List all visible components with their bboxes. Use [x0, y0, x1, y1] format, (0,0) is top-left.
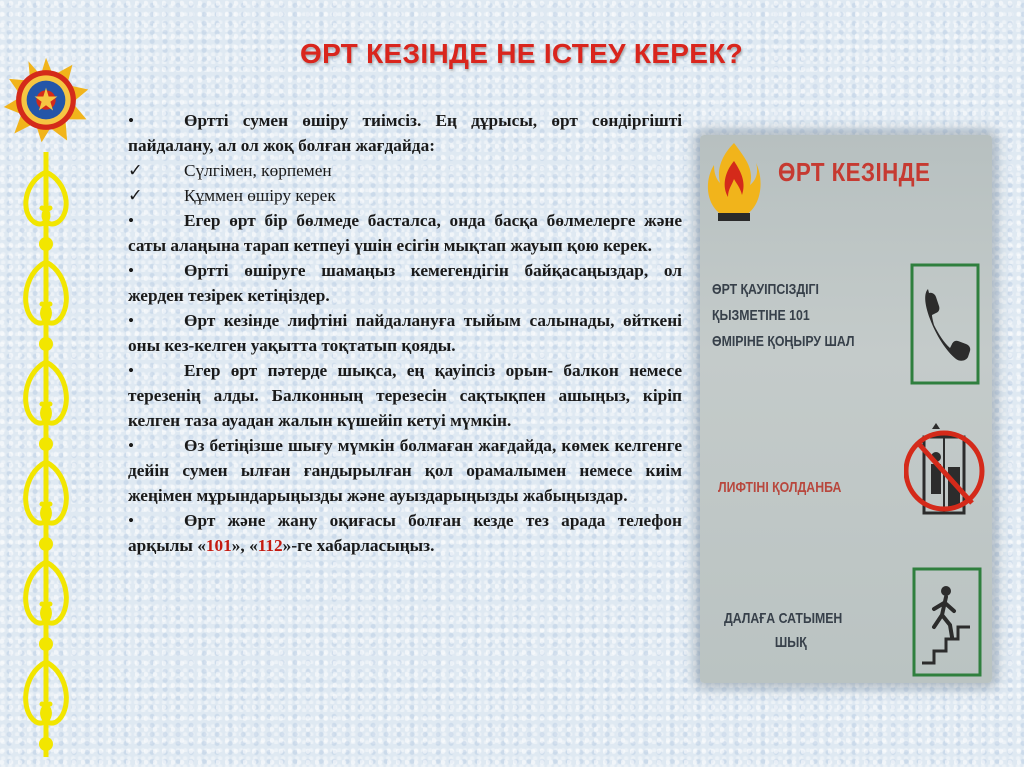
list-item: • Өртті сумен өшіру тиімсіз. Ең дұрысы, өрт сөндіргішті пайдалану, ал ол жоқ болған жағдайда: — [128, 108, 682, 158]
check-icon: ✓ — [128, 186, 143, 205]
list-item: ✓ Сүлгімен, көрпемен — [128, 158, 682, 183]
sign-no-elevator-text: ЛИФТІНІ ҚОЛДАНБА — [718, 479, 842, 496]
list-item: • Өртті өшіруге шамаңыз кемегендігін байқасаңыздар, ол жерден тезірек кетіңіздер. — [128, 258, 682, 308]
check-icon: ✓ — [128, 161, 143, 180]
list-item: • Егер өрт бір бөлмеде басталса, онда басқа бөлмелерге және саты алаңына тарап кетпеуі үшін есігін мықтап жауып қою керек. — [128, 208, 682, 258]
list-item: • Өрт кезінде лифтіні пайдалануға тыйым салынады, өйткені оны кез-келген уақытта тоқтатып қояды. — [128, 308, 682, 358]
emergency-number-112: 112 — [257, 536, 283, 555]
list-item: ✓ Құммен өшіру керек — [128, 183, 682, 208]
phone-icon — [910, 263, 982, 385]
stairs-exit-icon — [912, 567, 982, 677]
no-elevator-icon — [904, 407, 988, 531]
sign-stairs-text: ДАЛАҒА САТЫМЕН ШЫҚ — [724, 610, 843, 651]
list-item: • Өз бетіңізше шығу мүмкін болмаған жағдайда, көмек келгенге дейін сумен ылған ғандырылған қол орамалымен немесе киім жеңімен мұрындарыңызды және ауыздарыңызды жабыңыздар. — [128, 433, 682, 508]
bullet-marker: • — [128, 311, 135, 330]
bullet-marker: • — [128, 436, 135, 455]
content-list — [128, 108, 682, 558]
list-item: • Өрт және жану оқиғасы болған кезде тез арада телефон арқылы «101», «112»-ге хабарласыңыз. — [128, 508, 682, 558]
bullet-marker: • — [128, 111, 135, 130]
emblem-icon — [2, 56, 90, 144]
bullet-marker: • — [128, 211, 135, 230]
sign-fire-service-text: ӨРТ ҚАУІПСІЗДІГІ ҚЫЗМЕТІНЕ 101 ӨМІРІНЕ ҚОҢЫРУ ШАЛ — [712, 281, 855, 350]
emergency-number-101: 101 — [205, 536, 232, 555]
bullet-marker: • — [128, 261, 135, 280]
bullet-marker: • — [128, 361, 135, 380]
sign-title: ӨРТ КЕЗІНДЕ — [778, 157, 931, 187]
ornament-border-icon — [14, 152, 78, 757]
flame-emblem-icon — [706, 139, 762, 225]
list-item: • Егер өрт пәтерде шықса, ең қауіпсіз орын- балкон немесе терезенің алды. Балконның терезесін сақтықпен ашыңыз, кіріп келген таза ауадан жалын күшейіп кетуі мүмкін. — [128, 358, 682, 433]
bullet-marker: • — [128, 511, 135, 530]
fire-safety-sign — [700, 135, 992, 683]
slide-title: ӨРТ КЕЗІНДЕ НЕ ІСТЕУ КЕРЕК? — [300, 38, 744, 69]
